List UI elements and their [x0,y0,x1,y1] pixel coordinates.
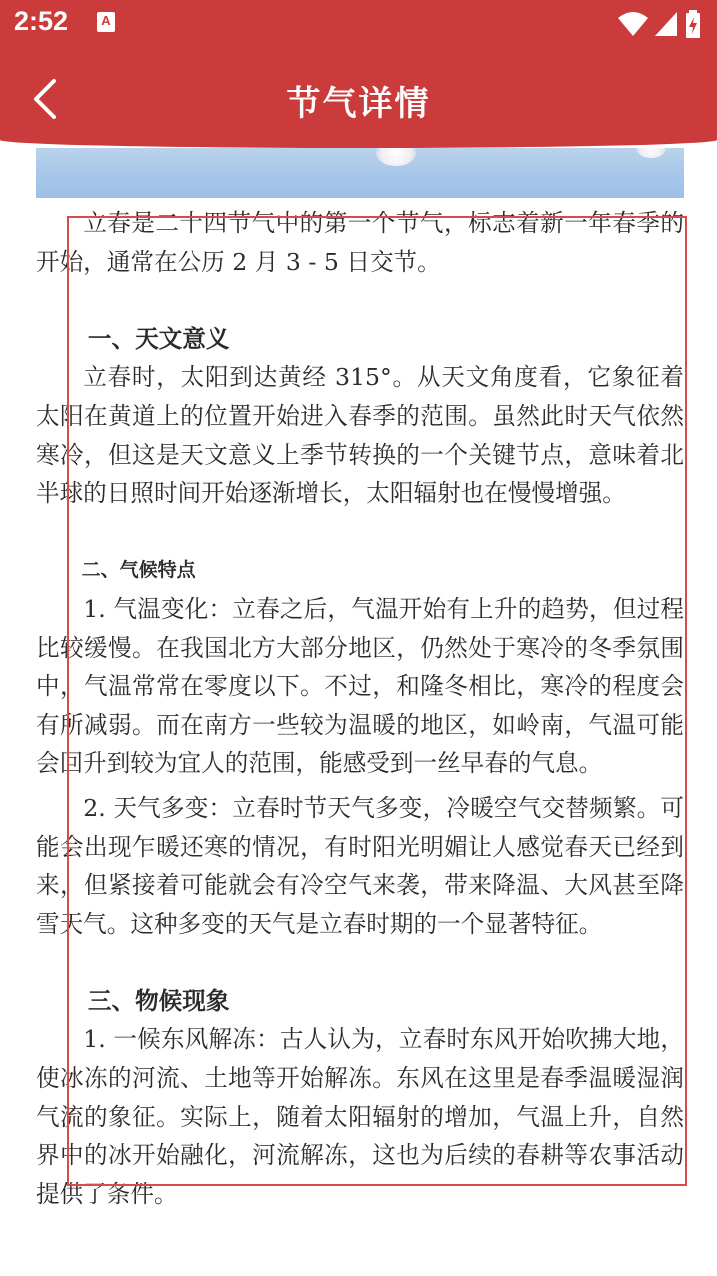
notification-icon: A [97,12,115,32]
article-body [36,204,684,1213]
paragraph: 1. 一候东风解冻：古人认为，立春时东风开始吹拂大地，使冰冻的河流、土地等开始解冻。东风在这里是春季温暖湿润气流的象征。实际上，随着太阳辐射的增加，气温上升，自然界中的冰开始融化，河流解冻，这也为后续的春耕等农事活动提供了条件。 [36,1025,684,1208]
section-heading: 二、气候特点 [81,559,196,582]
hero-image [36,148,684,198]
app-bar [0,48,717,148]
signal-icon [653,10,679,38]
page-title: 节气详情 [286,84,431,124]
status-bar [0,0,717,48]
section-heading: 三、物候现象 [87,986,230,1015]
paragraph: 立春时，太阳到达黄经 315°。从天文角度看，它象征着太阳在黄道上的位置开始进入春季的范围。虽然此时天气依然寒冷，但这是天文意义上季节转换的一个关键节点，意味着北半球的日照时间开始逐渐增长，太阳辐射也在慢慢增强。 [36,363,684,508]
intro-paragraph: 立春是二十四节气中的第一个节气，标志着新一年春季的开始，通常在公历 2 月 3 - 5 日交节。 [36,209,684,276]
status-time: 2:52 [14,6,69,36]
paragraph: 1. 气温变化：立春之后，气温开始有上升的趋势，但过程比较缓慢。在我国北方大部分地区，仍然处于寒冷的冬季氛围中，气温常常在零度以下。不过，和隆冬相比，寒冷的程度会有所减弱。而在南方一些较为温暖的地区，如岭南，气温可能会回升到较为宜人的范围，能感受到一丝早春的气息。 [36,594,684,778]
wifi-icon [617,10,649,38]
article-scroll-area[interactable] [0,148,717,1276]
section-heading: 一、天文意义 [87,324,230,353]
paragraph: 2. 天气多变：立春时节天气多变，冷暖空气交替频繁。可能会出现乍暖还寒的情况，有时阳光明媚让人感觉春天已经到来，但紧接着可能就会有冷空气来袭，带来降温、大风甚至降雪天气。这种多变的天气是立春时期的一个显著特征。 [36,793,684,938]
battery-charging-icon [685,10,701,38]
